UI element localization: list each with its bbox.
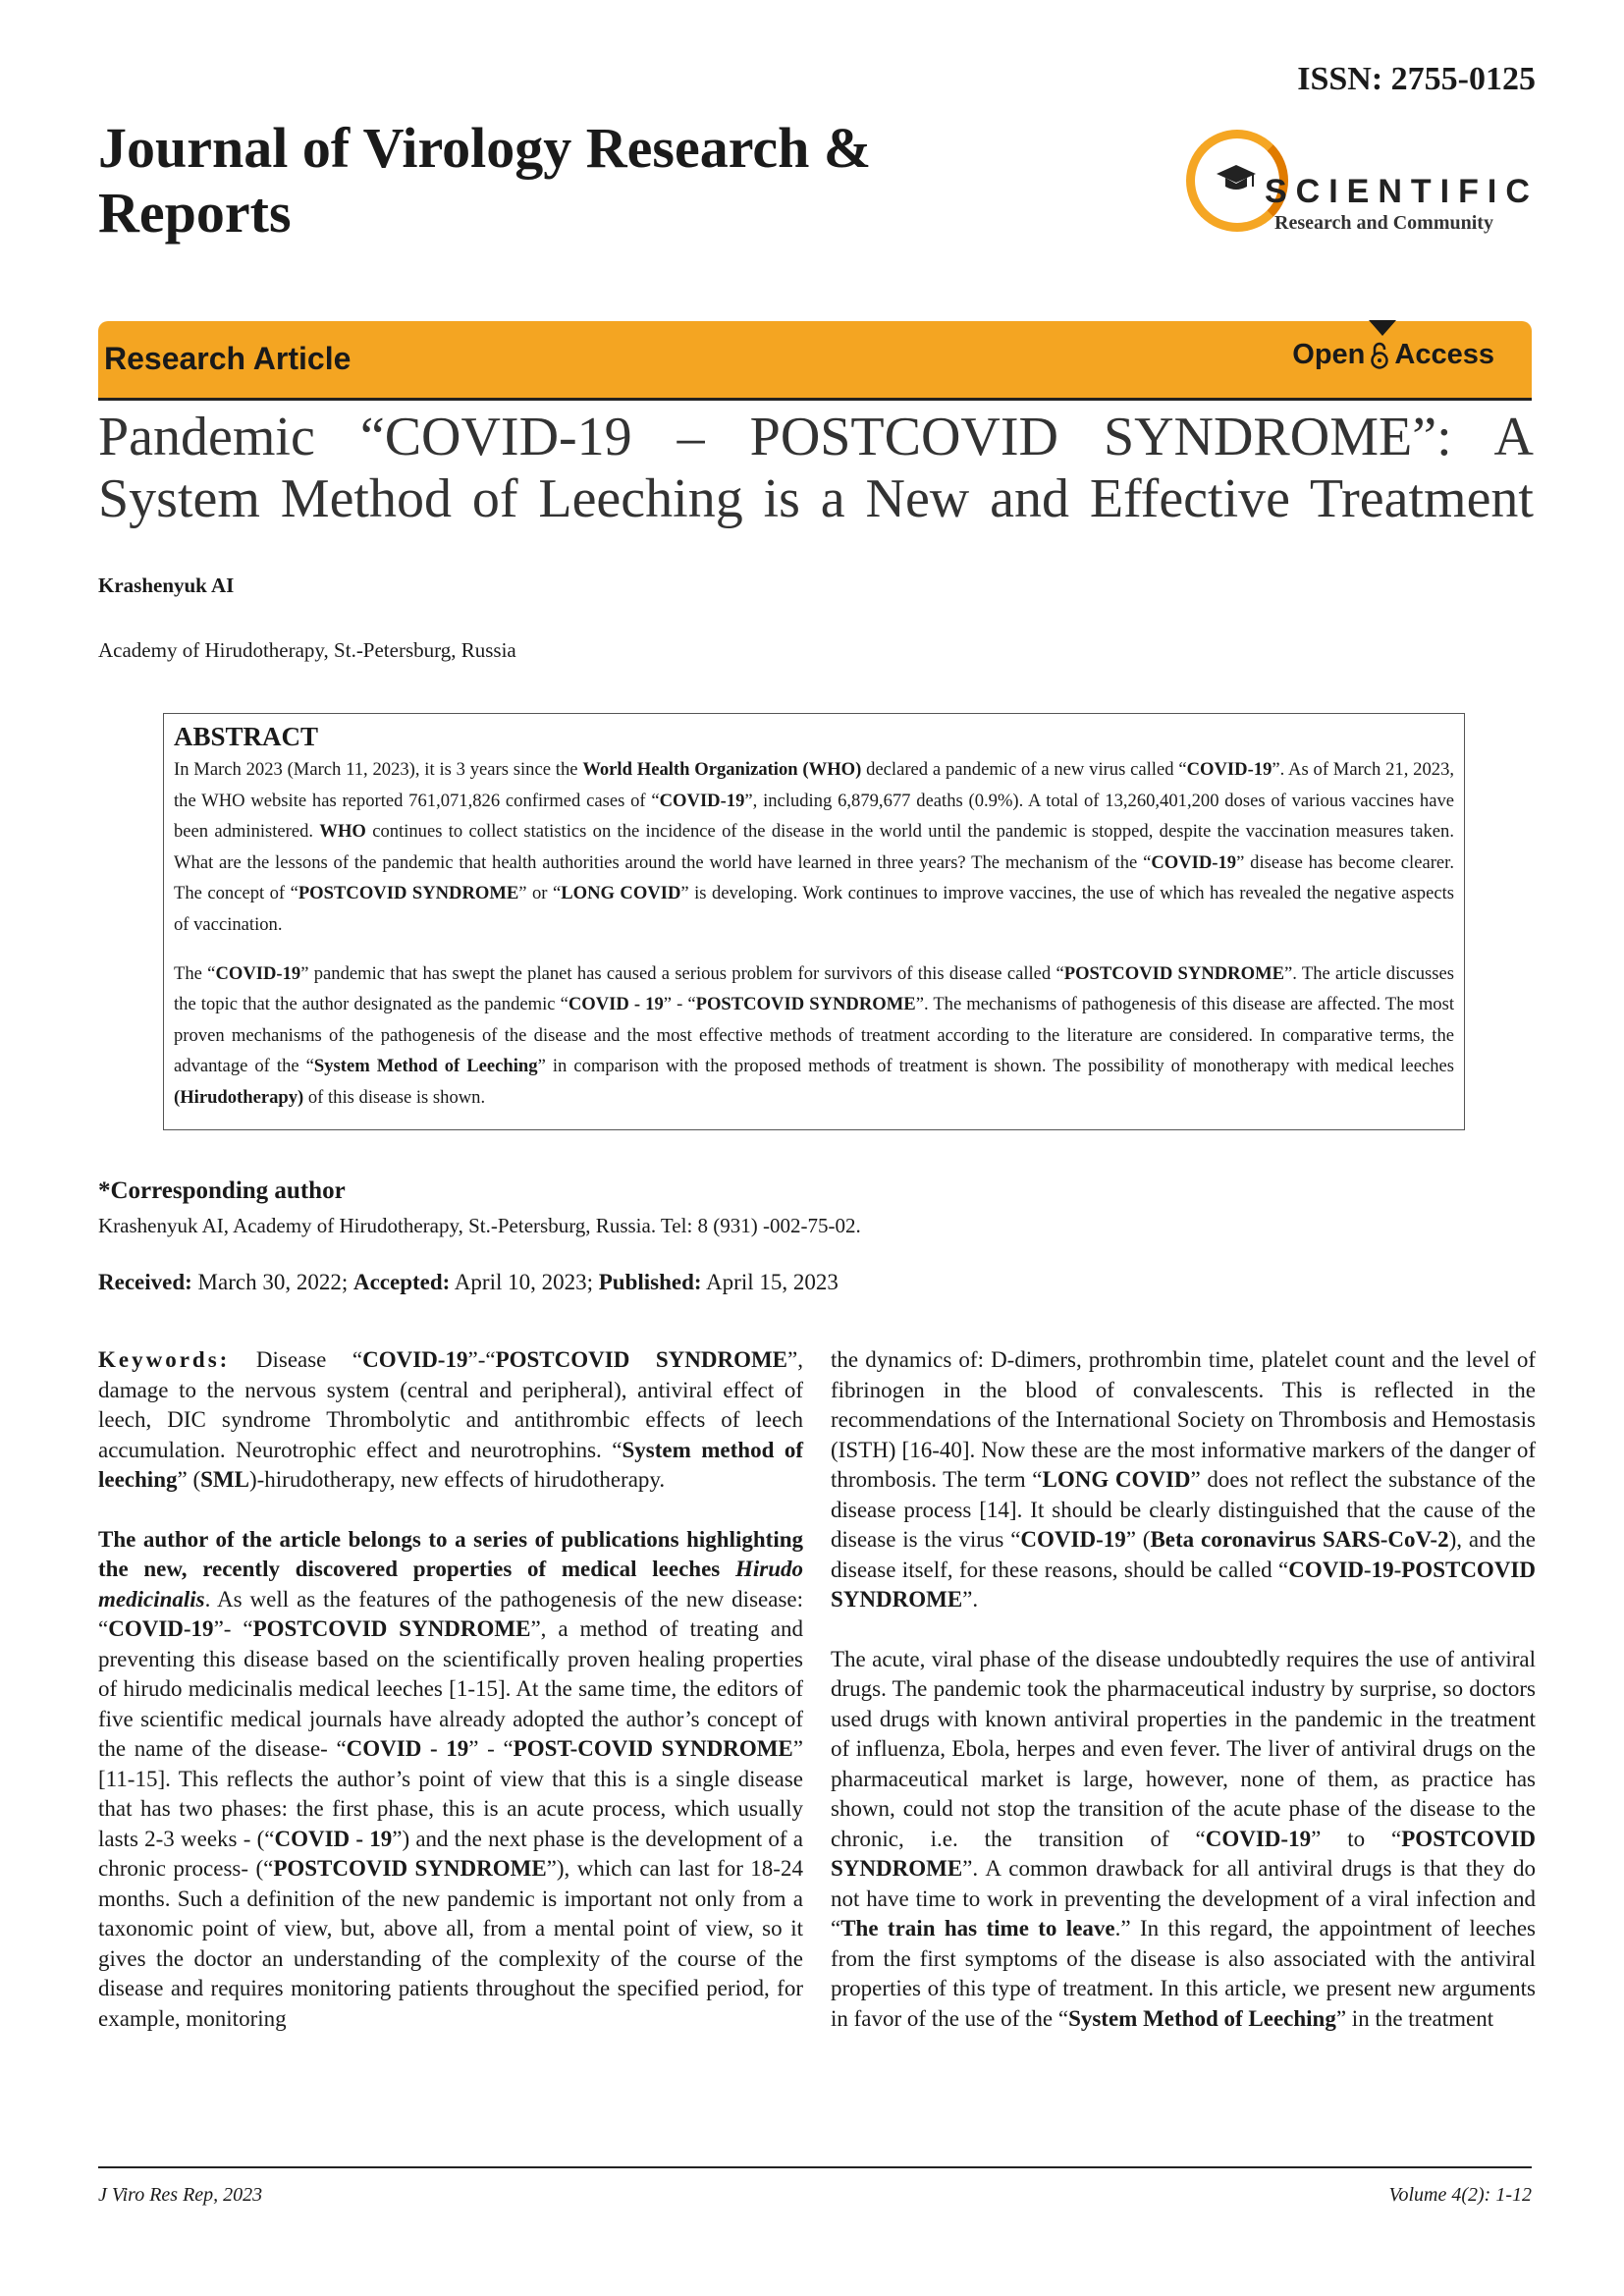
body-paragraph xyxy=(98,1525,803,2035)
text-run: The “ xyxy=(174,962,216,984)
text-run: POST-COVID SYNDROME xyxy=(513,1736,793,1761)
text-run: ”, damage to the nervous system (central and peripheral), antiviral effect of leech, DIC syndrome Thrombolytic and antithrombic effects of leech accumulation. Neurotrophic effect and neurotrophins. “ xyxy=(98,1347,803,1462)
text-run: ” ( xyxy=(1125,1527,1151,1552)
text-run: COVID - 19 xyxy=(346,1736,469,1761)
access-label: Access xyxy=(1394,339,1494,370)
text-run: COVID-19 xyxy=(1020,1527,1126,1552)
body-column-left xyxy=(98,1345,803,2034)
text-run: COVID-19 xyxy=(1186,759,1272,780)
received-date: March 30, 2022; xyxy=(191,1270,353,1294)
author-name: Krashenyuk AI xyxy=(98,574,235,597)
text-run: the dynamics of: D-dimers, prothrombin time, platelet count and the level of fibrinogen in the blood of convalescents. This is reflected in the recommendations of the International Society on Thrombosis and Hemostasis (ISTH) [16-40]. Now these are the most informative markers of the danger of thrombosis. The term “ xyxy=(831,1347,1536,1492)
text-run: of this disease is shown. xyxy=(303,1086,486,1108)
text-run: COVID-19 xyxy=(1205,1826,1312,1851)
text-run: POSTCOVID SYNDROME xyxy=(252,1616,531,1641)
text-run: COVID - 19 xyxy=(568,994,664,1015)
accepted-date: April 10, 2023; xyxy=(450,1270,599,1294)
text-run: ” [11-15]. This reflects the author’s point of view that this is a single disease that has two phases: the first phase, this is an acute process, which usually lasts 2-3 weeks - (“ xyxy=(98,1736,803,1851)
text-run: ”, a method of treating and preventing this disease based on the scientifically proven healing properties of hirudo medicinalis medical leeches [1-15]. At the same time, the editors of five scientific medical journals have already adopted the author’s concept of the name of the disease- “ xyxy=(98,1616,803,1761)
text-run: ” is developing. Work continues to improve vaccines, the use of which has revealed the negative aspects of vaccination. xyxy=(174,883,1454,935)
text-run: COVID-19 xyxy=(362,1347,468,1372)
text-run: continues to collect statistics on the incidence of the disease in the world until the pandemic is stopped, despite the vaccination measures taken. What are the lessons of the pandemic that health authorities around the world have learned in three years? The mechanism of the “ xyxy=(174,821,1454,873)
body-column-right xyxy=(831,1345,1536,2034)
text-run: ” disease has become clearer. The concept of “ xyxy=(174,851,1454,904)
text-run: World Health Organization (WHO) xyxy=(582,759,862,780)
text-run: In March 2023 (March 11, 2023), it is 3 years since the xyxy=(174,759,583,780)
body-paragraph xyxy=(831,1645,1536,2035)
text-run: POSTCOVID SYNDROME xyxy=(695,994,916,1015)
text-run: ”), which can last for 18-24 months. Such a definition of the new pandemic is important not only from a taxonomic point of view, but, above all, from a mental point of view, so it gives the doctor an understanding of the complexity of the course of the disease and requires monitoring patients throughout the specified period, for example, monitoring xyxy=(98,1856,803,2031)
text-run: ”-“ xyxy=(467,1347,496,1372)
text-run: ” pandemic that has swept the planet has caused a serious problem for survivors of this disease called “ xyxy=(300,962,1064,984)
abstract-heading: ABSTRACT xyxy=(174,722,319,751)
text-run: COVID-19 xyxy=(108,1616,214,1641)
body-paragraph xyxy=(831,1345,1536,1615)
text-run: POSTCOVID SYNDROME xyxy=(298,883,519,904)
text-run: LONG COVID xyxy=(561,883,681,904)
text-run: ”- “ xyxy=(213,1616,253,1641)
text-run: ” - “ xyxy=(468,1736,514,1761)
article-title: Pandemic “COVID-19 – POSTCOVID SYNDROME”: A System Method of Leeching is a New and Effective Treatment xyxy=(98,407,1534,529)
text-run: WHO xyxy=(319,821,366,843)
abstract-box xyxy=(163,713,1465,1130)
text-run: ”. The mechanisms of pathogenesis of this disease are affected. The most proven mechanisms of the pathogenesis of the disease and the most effective methods of treatment according to the literature are considered. In comparative terms, the advantage of the “ xyxy=(174,994,1454,1077)
text-run: ”. The article discusses the topic that the author designated as the pandemic “ xyxy=(174,962,1454,1015)
text-run: SML xyxy=(200,1467,249,1492)
text-run: Hirudo medicinalis xyxy=(98,1557,803,1612)
abstract-paragraph xyxy=(174,958,1454,1114)
text-run: ” in the treatment xyxy=(1335,2005,1494,2031)
text-run: ”. A common drawback for all antiviral drugs is that they do not have time to work in preventing the development of a viral infection and “ xyxy=(831,1856,1536,1941)
logo-subtitle: Research and Community xyxy=(1274,212,1493,234)
text-run: .” In this regard, the appointment of leeches from the first symptoms of the disease is also associated with the antiviral properties of this type of treatment. In this article, we present new arguments in favor of the use of the “ xyxy=(831,1916,1537,2031)
text-run: POSTCOVID SYNDROME xyxy=(831,1826,1536,1881)
text-run: Beta coronavirus SARS-CoV-2 xyxy=(1150,1527,1449,1552)
text-run: . As well as the features of the pathogenesis of the new disease: “ xyxy=(98,1586,803,1641)
issn-label: ISSN: 2755-0125 xyxy=(1297,61,1536,97)
text-run: ”. As of March 21, 2023, the WHO website has reported 761,071,826 confirmed cases of “ xyxy=(174,759,1455,811)
text-run: ”. xyxy=(962,1587,979,1612)
published-date: April 15, 2023 xyxy=(701,1270,839,1294)
open-label: Open xyxy=(1292,339,1366,370)
published-label: Published: xyxy=(598,1270,702,1294)
text-run: ” does not reflect the substance of the disease process [14]. It should be clearly distinguished that the cause of the disease is the virus “ xyxy=(831,1467,1536,1552)
abstract-paragraph xyxy=(174,754,1454,941)
footer-volume: Volume 4(2): 1-12 xyxy=(1388,2184,1532,2206)
text-run: ), and the disease itself, for these reasons, should be called “ xyxy=(831,1527,1536,1582)
logo-wordmark: SCIENTIFIC xyxy=(1265,173,1539,210)
text-run: Disease “ xyxy=(230,1347,363,1372)
open-access-badge xyxy=(1292,339,1494,371)
text-run: (Hirudotherapy) xyxy=(174,1086,304,1108)
text-run: POSTCOVID SYNDROME xyxy=(495,1347,788,1372)
text-run: COVID-19-POSTCOVID SYNDROME xyxy=(831,1557,1536,1612)
footer-divider xyxy=(98,2166,1532,2168)
publisher-logo xyxy=(1186,130,1540,238)
text-run: The train has time to leave xyxy=(840,1916,1115,1941)
text-run: LONG COVID xyxy=(1042,1467,1191,1492)
text-run: COVID - 19 xyxy=(274,1826,393,1851)
article-type-label: Research Article xyxy=(104,341,352,376)
text-run: ” in comparison with the proposed methods of treatment is shown. The possibility of monotherapy with medical leeches xyxy=(537,1056,1454,1077)
text-run: POSTCOVID SYNDROME xyxy=(1063,962,1285,984)
footer-citation: J Viro Res Rep, 2023 xyxy=(98,2184,263,2206)
author-affiliation: Academy of Hirudotherapy, St.-Petersburg, Russia xyxy=(98,638,516,662)
corresponding-author-details: Krashenyuk AI, Academy of Hirudotherapy, St.-Petersburg, Russia. Tel: 8 (931) -002-75-02. xyxy=(98,1214,861,1237)
text-run: POSTCOVID SYNDROME xyxy=(273,1856,547,1881)
text-run: declared a pandemic of a new virus called “ xyxy=(861,759,1187,780)
text-run: ” - “ xyxy=(663,994,696,1015)
text-run: COVID-19 xyxy=(1151,851,1237,873)
text-run: The acute, viral phase of the disease undoubtedly requires the use of antiviral drugs. The pandemic took the pharmaceutical industry by surprise, so doctors used drugs with known antiviral properties in the pandemic in the treatment of influenza, Ebola, herpes and even fever. The liver of antiviral drugs on the pharmaceutical market is large, however, none of them, as practice has shown, could not stop the transition of the acute phase of the disease to the chronic, i.e. the transition of “ xyxy=(831,1646,1536,1851)
text-run: ” or “ xyxy=(518,883,562,904)
accepted-label: Accepted: xyxy=(352,1270,451,1294)
text-run: ” to “ xyxy=(1311,1826,1402,1851)
text-run: ” ( xyxy=(177,1467,201,1492)
banner-pointer-icon xyxy=(1369,320,1396,336)
text-run: COVID-19 xyxy=(215,962,301,984)
text-run: ”, including 6,879,677 deaths (0.9%). A total of 13,260,401,200 doses of various vaccines have been administered. xyxy=(174,790,1455,843)
text-run: ”) and the next phase is the development of a chronic process- (“ xyxy=(98,1826,803,1881)
text-run: )-hirudotherapy, new effects of hirudotherapy. xyxy=(248,1467,666,1492)
journal-title: Journal of Virology Research & Reports xyxy=(98,116,872,245)
text-run: System method of leeching xyxy=(98,1437,803,1492)
corresponding-author-heading: *Corresponding author xyxy=(98,1177,346,1204)
text-run: The author of the article belongs to a series of publications highlighting the new, recently discovered properties of medical leeches xyxy=(98,1526,803,1581)
keywords-paragraph xyxy=(98,1345,803,1496)
publication-dates xyxy=(98,1270,839,1295)
text-run: System Method of Leeching xyxy=(1068,2005,1336,2031)
graduation-cap-icon xyxy=(1216,163,1257,192)
received-label: Received: xyxy=(98,1270,192,1294)
text-run: System Method of Leeching xyxy=(313,1056,538,1077)
article-type-banner xyxy=(98,321,1532,401)
keywords-label: Keywords: xyxy=(98,1347,231,1372)
text-run: COVID-19 xyxy=(659,790,745,811)
open-lock-icon xyxy=(1371,342,1388,369)
